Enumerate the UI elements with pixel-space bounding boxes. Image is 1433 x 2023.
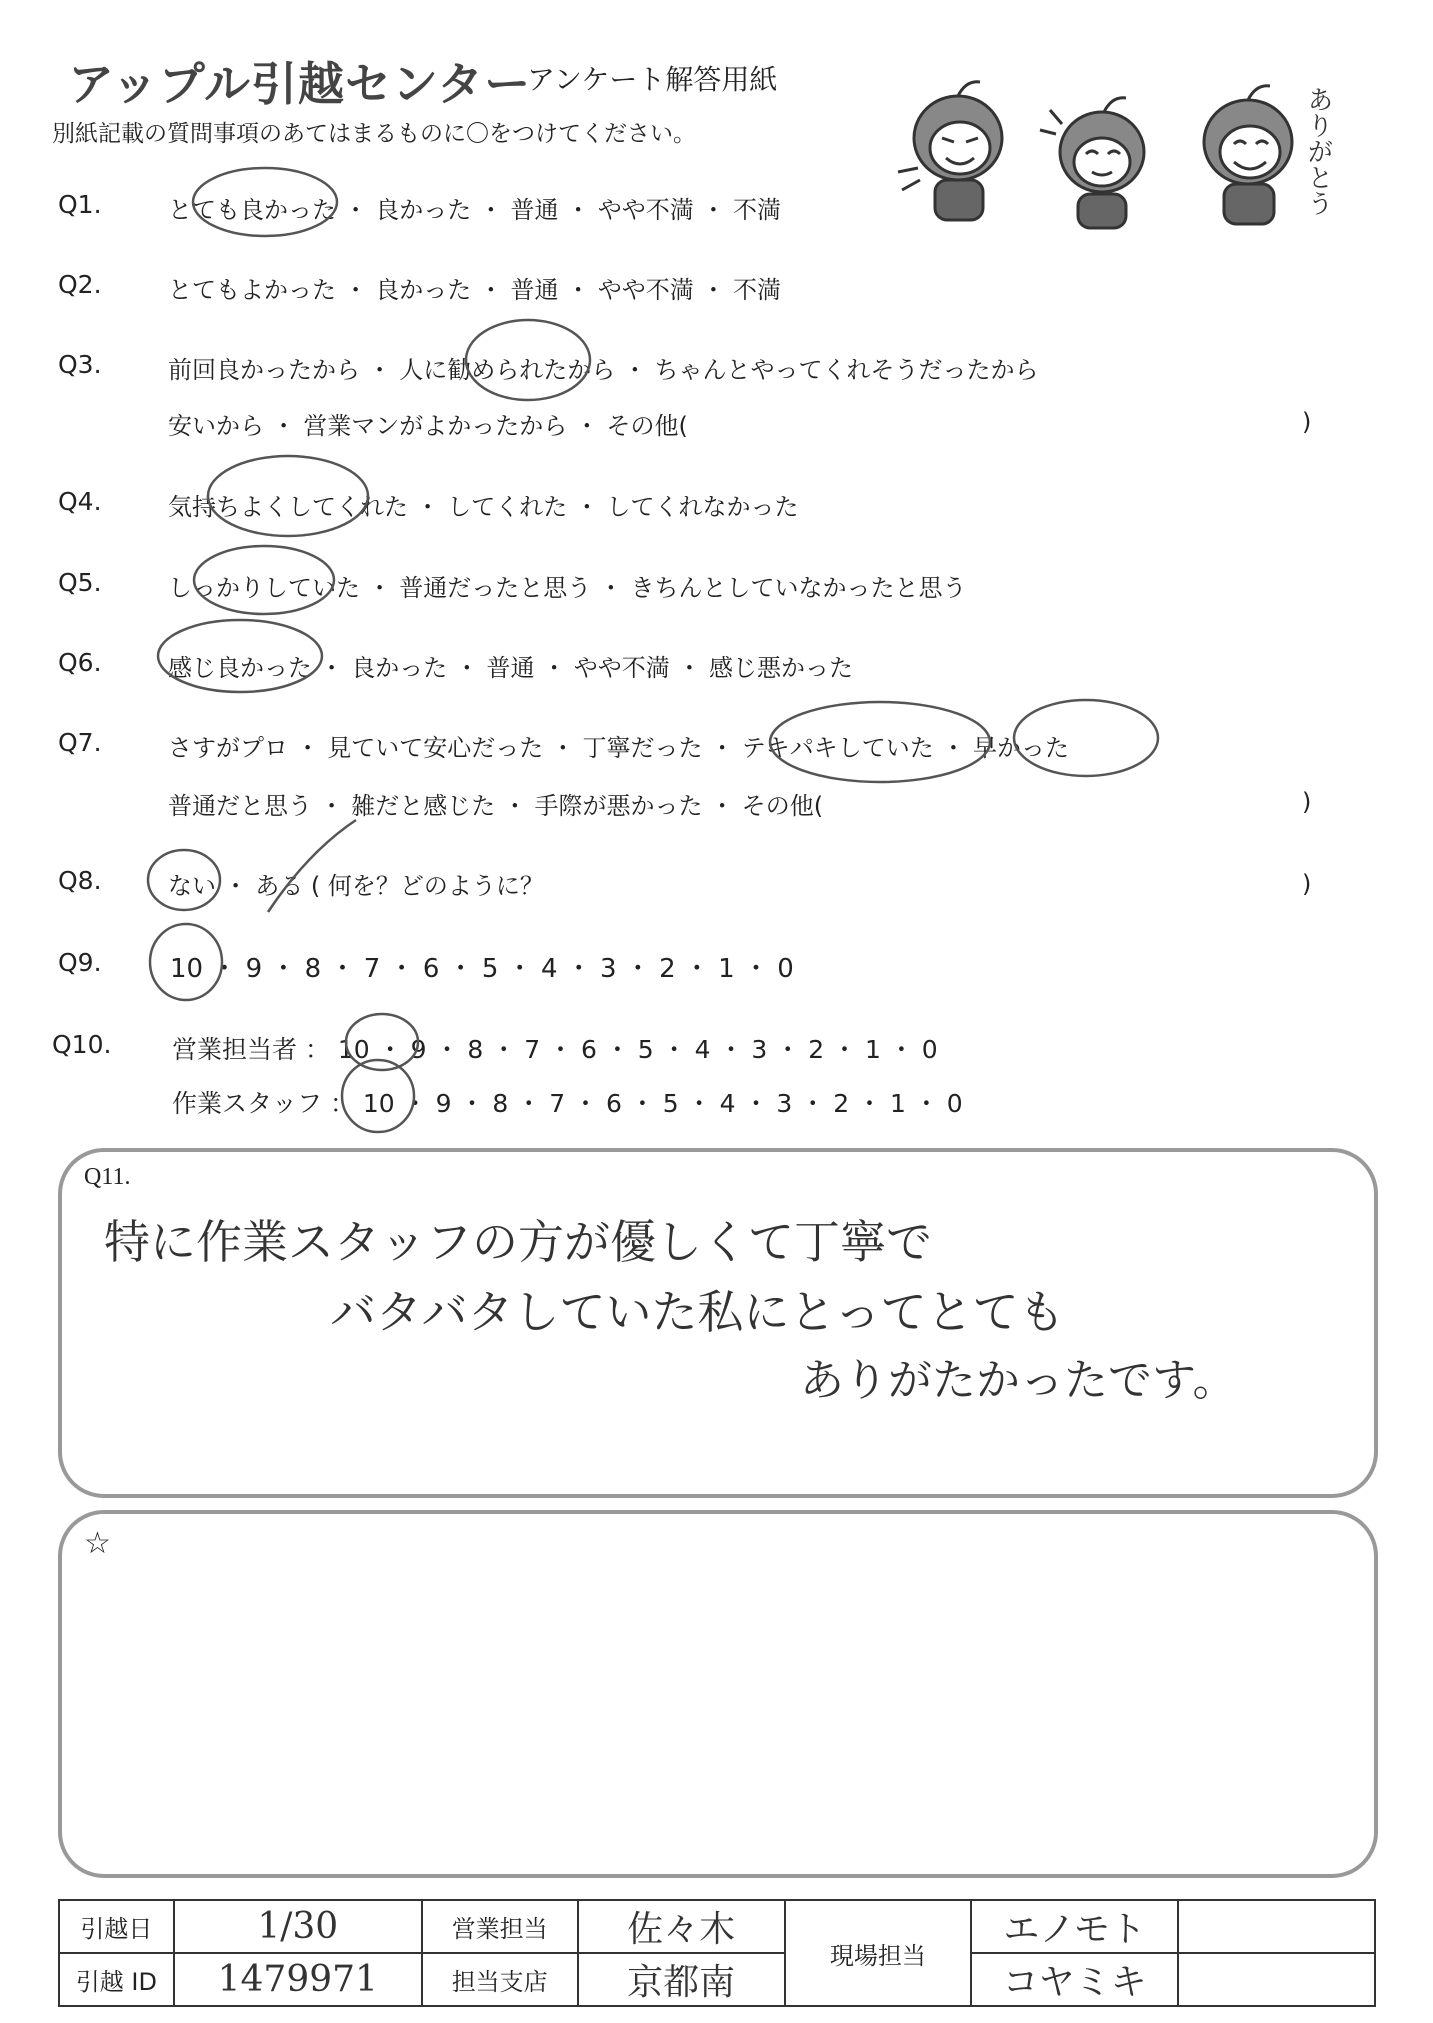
q9-scale[interactable]: 10 ・ 9 ・ 8 ・ 7 ・ 6 ・ 5 ・ 4 ・ 3 ・ 2 ・ 1 ・ 0 — [170, 954, 794, 984]
q4-label: Q4. — [58, 487, 102, 516]
site-staff-1: エノモト — [971, 1900, 1178, 1953]
site-staff-2: コヤミキ — [971, 1953, 1178, 2006]
branch-label: 担当支店 — [422, 1953, 578, 2006]
q9-label: Q9. — [58, 948, 102, 977]
q11-label: Q11. — [84, 1164, 131, 1190]
q8-options[interactable]: ない ・ ある ( 何を？どのように？ — [168, 872, 544, 900]
move-info-table — [58, 1899, 1376, 2007]
q2-label: Q2. — [58, 270, 102, 299]
q11-handwritten-line2: バタバタしていた私にとってとても — [330, 1285, 1065, 1339]
form-subtitle: アンケート解答用紙 — [527, 63, 778, 96]
empty-cell-1 — [1178, 1900, 1375, 1953]
move-id-value: 1479971 — [174, 1953, 422, 2006]
q8-label: Q8. — [58, 866, 102, 895]
site-label: 現場担当 — [785, 1900, 972, 2006]
q6-label: Q6. — [58, 648, 102, 677]
q5-label: Q5. — [58, 568, 102, 597]
q7-options-line2[interactable]: 普通だと思う ・ 雑だと感じた ・ 手際が悪かった ・ その他( — [168, 792, 824, 820]
q3-options-line2[interactable]: 安いから ・ 営業マンがよかったから ・ その他( — [168, 412, 688, 440]
sales-value: 佐々木 — [578, 1900, 785, 1953]
mascot-caption: ありがとう — [1303, 86, 1333, 216]
q10-staff-scale[interactable]: 作業スタッフ ： 10 ・ 9 ・ 8 ・ 7 ・ 6 ・ 5 ・ 4 ・ 3 ・ 2 ・ 1 ・ 0 — [172, 1089, 963, 1118]
q1-label: Q1. — [58, 190, 102, 219]
q7-options-line1[interactable]: さすがプロ ・ 見ていて安心だった ・ 丁寧だった ・ テキパキしていた ・ 早かった — [168, 734, 1070, 762]
q1-options[interactable]: とても良かった ・ 良かった ・ 普通 ・ やや不満 ・ 不満 — [168, 196, 782, 224]
form-title: アップル引越センター — [68, 57, 532, 111]
q7-close-paren: ) — [1302, 788, 1312, 816]
q6-options[interactable]: 感じ良かった ・ 良かった ・ 普通 ・ やや不満 ・ 感じ悪かった — [168, 654, 854, 682]
move-date-value: 1/30 — [174, 1900, 422, 1953]
q11-handwritten-line1: 特に作業スタッフの方が優しくて丁寧で — [104, 1215, 932, 1269]
star-label: ☆ — [84, 1527, 111, 1560]
q3-label: Q3. — [58, 350, 102, 379]
sales-label: 営業担当 — [422, 1900, 578, 1953]
instruction-text: 別紙記載の質問事項のあてはまるものに〇をつけてください。 — [52, 121, 696, 147]
q5-options[interactable]: しっかりしていた ・ 普通だったと思う ・ きちんとしていなかったと思う — [168, 574, 967, 602]
move-id-label: 引越 ID — [59, 1953, 174, 2006]
q8-close-paren: ) — [1302, 870, 1312, 898]
q10-sales-scale[interactable]: 営業担当者 ： 10 ・ 9 ・ 8 ・ 7 ・ 6 ・ 5 ・ 4 ・ 3 ・ 2 ・ 1 ・ 0 — [172, 1035, 938, 1064]
q3-options-line1[interactable]: 前回良かったから ・ 人に勧められたから ・ ちゃんとやってくれそうだったから — [168, 356, 1039, 384]
q10-label: Q10. — [52, 1030, 112, 1059]
branch-value: 京都南 — [578, 1953, 785, 2006]
move-date-label: 引越日 — [59, 1900, 174, 1953]
q3-close-paren: ) — [1302, 408, 1312, 436]
empty-cell-2 — [1178, 1953, 1375, 2006]
extra-comment-box[interactable] — [58, 1510, 1378, 1878]
mascot-illustration — [880, 60, 1400, 230]
q4-options[interactable]: 気持ちよくしてくれた ・ してくれた ・ してくれなかった — [168, 493, 799, 521]
q11-handwritten-line3: ありがたかったです。 — [800, 1355, 1237, 1406]
q7-label: Q7. — [58, 728, 102, 757]
q2-options[interactable]: とてもよかった ・ 良かった ・ 普通 ・ やや不満 ・ 不満 — [168, 276, 782, 304]
